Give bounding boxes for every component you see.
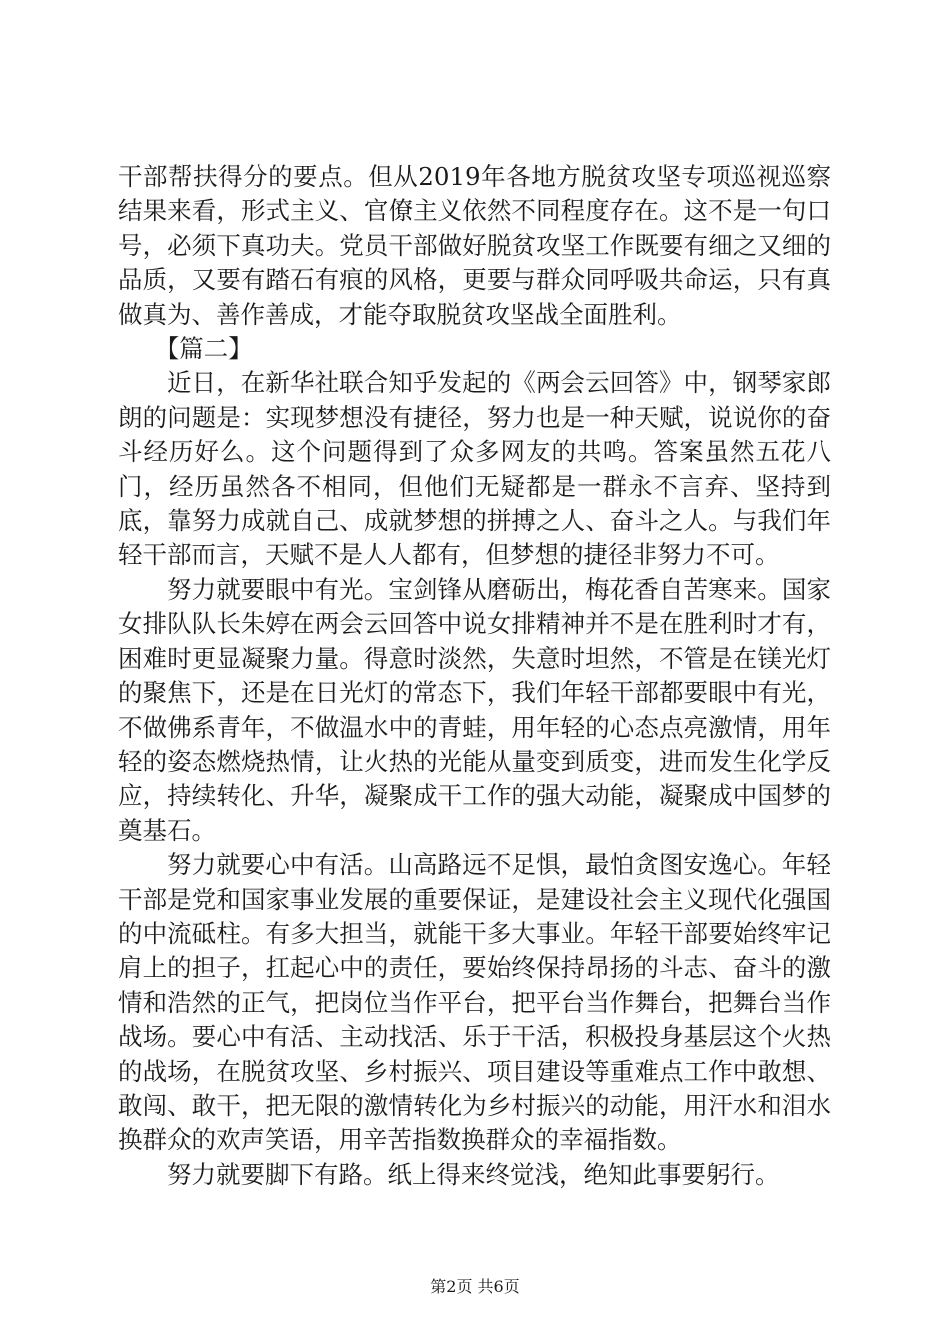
document-body [118,160,831,1192]
paragraph: 努力就要脚下有路。纸上得来终觉浅，绝知此事要躬行。 [167,1159,780,1189]
paragraph: 近日，在新华社联合知乎发起的《两会云回答》中，钢琴家郎朗的问题是：实现梦想没有捷径，努力也是一种天赋，说说你的奋斗经历好么。这个问题得到了众多网友的共鸣。答案虽然五花八门，经历虽然各不相同，但他们无疑都是一群永不言弃、坚持到底，靠努力成就自己、成就梦想的拼搏之人、奋斗之人。与我们年轻干部而言，天赋不是人人都有，但梦想的捷径非努力不可。 [118,368,831,570]
paragraph-continued: 干部帮扶得分的要点。但从2019年各地方脱贫攻坚专项巡视巡察结果来看，形式主义、官僚主义依然不同程度存在。这不是一句口号，必须下真功夫。党员干部做好脱贫攻坚工作既要有细之又细的品质，又要有踏石有痕的风格，更要与群众同呼吸共命运，只有真做真为、善作善成，才能夺取脱贫攻坚战全面胜利。 [118,162,831,329]
paragraph: 努力就要眼中有光。宝剑锋从磨砺出，梅花香自苦寒来。国家女排队队长朱婷在两会云回答中说女排精神并不是在胜利时才有，困难时更显凝聚力量。得意时淡然，失意时坦然，不管是在镁光灯的聚焦下，还是在日光灯的常态下，我们年轻干部都要眼中有光，不做佛系青年，不做温水中的青蛙，用年轻的心态点亮激情，用年轻的姿态燃烧热情，让火热的光能从量变到质变，进而发生化学反应，持续转化、升华，凝聚成干工作的强大动能，凝聚成中国梦的奠基石。 [118,574,831,845]
section-heading: 【篇二】 [154,334,253,364]
page-footer: 第2页 共6页 [430,1277,520,1296]
paragraph: 努力就要心中有活。山高路远不足惧，最怕贪图安逸心。年轻干部是党和国家事业发展的重要保证，是建设社会主义现代化强国的中流砥柱。有多大担当，就能干多大事业。年轻干部要始终牢记肩上的担子，扛起心中的责任，要始终保持昂扬的斗志、奋斗的激情和浩然的正气，把岗位当作平台，把平台当作舞台，把舞台当作战场。要心中有活、主动找活、乐于干活，积极投身基层这个火热的战场，在脱贫攻坚、乡村振兴、项目建设等重难点工作中敢想、敢闯、敢干，把无限的激情转化为乡村振兴的动能，用汗水和泪水换群众的欢声笑语，用辛苦指数换群众的幸福指数。 [118,850,831,1155]
